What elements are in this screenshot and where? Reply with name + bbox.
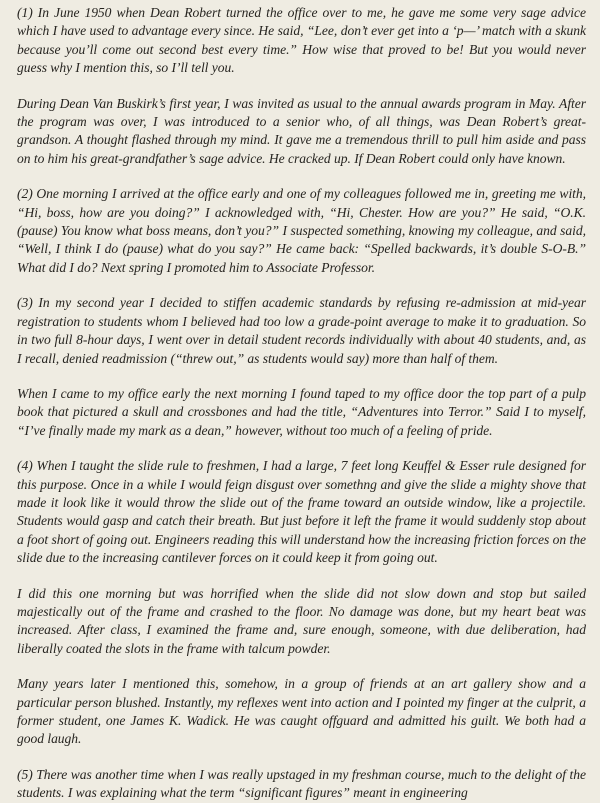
paragraph-van-buskirk-awards: During Dean Van Buskirk’s first year, I was invited as usual to the annual awards program in May. After the program was over, I was introduced to a senior who, of all things, was Dean Robert’s great-grandson. A thought flashed through my mind. It gave me a tremendous thrill to pull him aside and pass on to him his great-grandfather’s sage advice. He cracked up. If Dean Robert could only have known. <box>17 95 586 166</box>
paragraph-3-academic-standards: (3) In my second year I decided to stiffen academic standards by refusing re-admission at mid-year registration to students whom I believed had too low a grade-point average to make it to graduation. So in two full 8-hour days, I went over in detail student records individually with about 40 students, and, as I recall, denied readmission (“threw out,” as students would say) more than half of them. <box>17 295 586 366</box>
paragraph-5-significant-figures: (5) There was another time when I was really upstaged in my freshman course, much to the delight of the students. I was explaining what the term “significant figures” meant in engineering <box>17 766 586 801</box>
paragraph-adventures-into-terror: When I came to my office early the next morning I found taped to my office door the top part of a pulp book that pictured a skull and crossbones and had the title, “Adventures into Terror.” Said I to myself, “I’ve finally made my mark as a dean,” however, without too much of a feeling of pride. <box>17 385 586 438</box>
paragraph-talcum-powder: I did this one morning but was horrified when the slide did not slow down and stop but sailed majestically out of the frame and crashed to the floor. No damage was done, but my heart beat was increased. After class, I examined the frame and, sure enough, someone, with due deliberation, had liberally coated the slots in the frame with talcum powder. <box>17 585 586 656</box>
paragraph-2-boss-joke: (2) One morning I arrived at the office early and one of my colleagues followed me in, greeting me with, “Hi, boss, how are you doing?” I acknowledged with, “Hi, Chester. How are you?” He said, “O.K. (pause) You know what boss means, don’t you?” I suspected something, knowing my colleague, and said, “Well, I think I do (pause) what do you say?” He came back: “Spelled backwards, it’s double S-O-B.” What did I do? Next spring I promoted him to Associate Professor. <box>17 186 586 275</box>
paragraph-culprit-revealed: Many years later I mentioned this, somehow, in a group of friends at an art gallery show and a particular person blushed. Instantly, my reflexes went into action and I pointed my finger at the culprit, a former student, one James K. Wadick. He was caught offguard and admitted his guilt. We both had a good laugh. <box>17 676 586 747</box>
paragraph-4-slide-rule: (4) When I taught the slide rule to freshmen, I had a large, 7 feet long Keuffel & Esser rule designed for this purpose. Once in a while I would feign disgust over somethng and give the slide a mighty shove that made it look like it would throw the slide out of the frame toward an outside window, like a projectile. Students would gasp and catch their breath. But just before it left the frame it would suddenly stop about a foot short of going out. Engineers reading this will understand how the increasing friction forces on the slide due to the increasing cantilever forces on it could keep it from going out. <box>17 458 586 566</box>
paragraph-1-dean-robert-advice: (1) In June 1950 when Dean Robert turned the office over to me, he gave me some very sage advice which I have used to advantage every since. He said, “Lee, don’t ever get into a ‘p—’ match with a skunk because you’ll come out second best every time.” How wise that proved to be! But you would never guess why I mention this, so I’ll tell you. <box>17 5 586 76</box>
